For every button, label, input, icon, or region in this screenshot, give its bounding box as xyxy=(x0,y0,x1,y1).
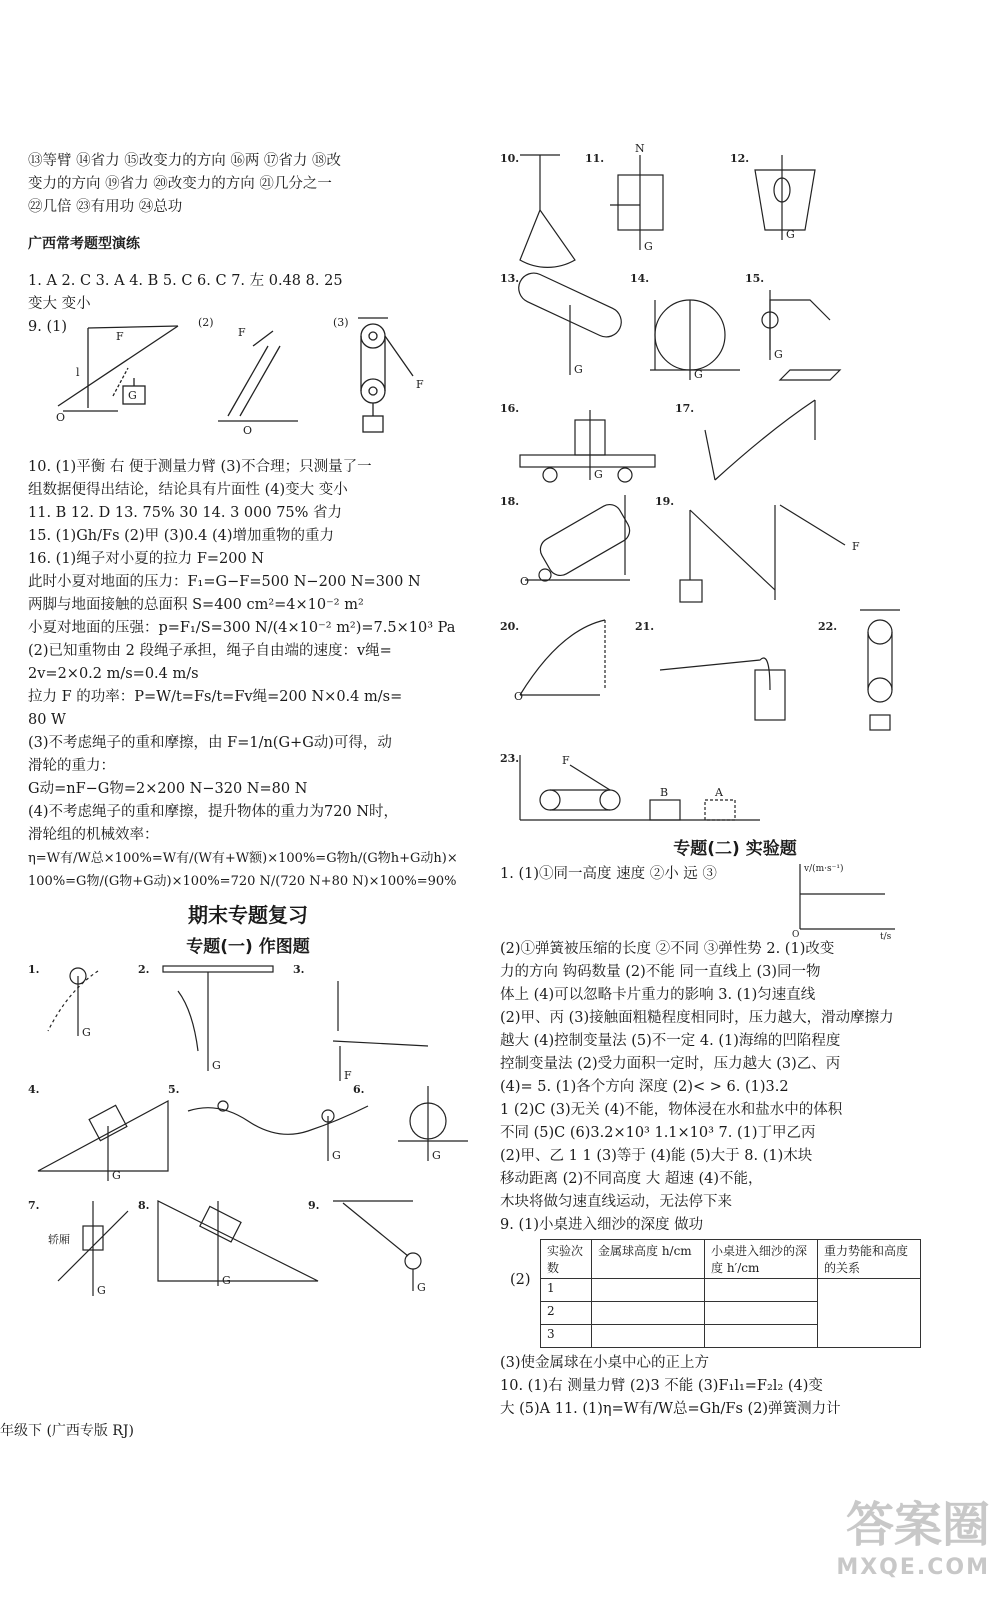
page-footer: 年级下 (广西专版 RJ) xyxy=(0,1423,134,1439)
svg-text:G: G xyxy=(644,240,653,253)
svg-text:19.: 19. xyxy=(655,495,675,508)
svg-text:F: F xyxy=(344,1069,352,1082)
table-cell: 1 xyxy=(541,1279,592,1302)
text-line: ⑬等臂 ⑭省力 ⑮改变力的方向 ⑯两 ⑰省力 ⑱改 xyxy=(28,153,342,169)
svg-text:21.: 21. xyxy=(635,620,655,633)
svg-text:G: G xyxy=(786,228,795,241)
table-header: 小桌进入细沙的深度 h′/cm xyxy=(705,1240,818,1279)
answer-16 xyxy=(28,548,468,893)
svg-text:10.: 10. xyxy=(500,152,520,165)
svg-text:O: O xyxy=(243,424,253,437)
table-cell: 3 xyxy=(541,1325,592,1348)
text-line: 1. (1)①同一高度 速度 ②小 远 ③ xyxy=(500,866,717,882)
svg-text:18.: 18. xyxy=(500,495,520,508)
svg-text:(2): (2) xyxy=(198,316,214,329)
svg-text:F: F xyxy=(116,330,124,343)
svg-text:5.: 5. xyxy=(168,1083,180,1096)
svg-text:O: O xyxy=(520,575,530,588)
velocity-time-graph xyxy=(790,859,900,942)
svg-text:F: F xyxy=(562,754,570,767)
table-header: 实验次数 xyxy=(541,1240,592,1279)
svg-text:14.: 14. xyxy=(630,272,650,285)
svg-text:G: G xyxy=(332,1149,341,1162)
table-header: 重力势能和高度的关系 xyxy=(818,1240,921,1279)
graph-xlabel: t/s xyxy=(880,932,892,942)
text-line: 越大 (4)控制变量法 (5)不一定 4. (1)海绵的凹陷程度 xyxy=(500,1033,841,1049)
svg-text:23.: 23. xyxy=(500,752,520,765)
svg-text:12.: 12. xyxy=(730,152,750,165)
force-diagrams xyxy=(28,961,468,1301)
svg-text:A: A xyxy=(715,786,723,799)
text-line: (2)①弹簧被压缩的长度 ②不同 ③弹性势 2. (1)改变 xyxy=(500,941,835,957)
watermark xyxy=(836,1486,990,1580)
svg-text:O: O xyxy=(792,930,800,940)
q9-figures xyxy=(28,316,468,456)
svg-text:17.: 17. xyxy=(675,402,695,415)
svg-text:G: G xyxy=(694,368,703,381)
q9-label: 9. (1) xyxy=(28,319,67,335)
calc-line: 滑轮的重力： xyxy=(28,758,115,774)
calc-line: 小夏对地面的压强：p=F₁/S=300 N/(4×10⁻² m²)=7.5×10³ Pa xyxy=(28,620,456,636)
calc-line: 拉力 F 的功率：P=W/t=Fs/t=Fv绳=200 N×0.4 m/s= xyxy=(28,689,403,705)
calc-line: η=W有/W总×100%=W有/(W有+W额)×100%=G物h/(G物h+G动h)× xyxy=(28,851,458,866)
text-line: 不同 (5)C (6)3.2×10³ 1.1×10³ 7. (1)丁甲乙丙 xyxy=(500,1125,816,1141)
force-diagrams-cont xyxy=(500,142,970,750)
experiment-table xyxy=(540,1239,921,1348)
svg-text:G: G xyxy=(82,1026,91,1039)
drawing-figures xyxy=(28,961,468,1301)
svg-text:G: G xyxy=(774,348,783,361)
svg-text:G: G xyxy=(128,389,137,402)
svg-text:3.: 3. xyxy=(293,963,305,976)
svg-text:N: N xyxy=(635,142,645,155)
svg-text:15.: 15. xyxy=(745,272,765,285)
text-line: 变力的方向 ⑲省力 ⑳改变力的方向 ㉑几分之一 xyxy=(28,176,332,192)
fig-23-diagram xyxy=(500,750,970,830)
watermark-en: MXQE.COM xyxy=(836,1555,990,1580)
svg-text:G: G xyxy=(432,1149,441,1162)
text-line: (2)甲、乙 1 1 (3)等于 (4)能 (5)大于 8. (1)木块 xyxy=(500,1148,813,1164)
right-column xyxy=(500,142,970,1421)
table-label: (2) xyxy=(510,1272,531,1288)
text-line: (4)= 5. (1)各个方向 深度 (2)< > 6. (1)3.2 xyxy=(500,1079,789,1095)
svg-text:1.: 1. xyxy=(28,963,40,976)
text-line: 木块将做匀速直线运动，无法停下来 xyxy=(500,1194,732,1210)
svg-text:轿厢: 轿厢 xyxy=(48,1233,70,1246)
topic-title-2: 专题(二) 实验题 xyxy=(673,839,797,859)
svg-text:16.: 16. xyxy=(500,402,520,415)
svg-text:O: O xyxy=(56,411,66,424)
svg-text:G: G xyxy=(112,1169,121,1182)
text-line: (3)使金属球在小桌中心的正上方 xyxy=(500,1355,710,1371)
svg-text:G: G xyxy=(212,1059,221,1072)
svg-text:F: F xyxy=(852,540,860,553)
svg-text:B: B xyxy=(660,786,669,799)
text-line: ㉒几倍 ㉓有用功 ㉔总功 xyxy=(28,199,183,215)
svg-text:8.: 8. xyxy=(138,1199,150,1212)
figure-23 xyxy=(500,750,970,830)
calc-line: (2)已知重物由 2 段绳子承担，绳子自由端的速度：v绳= xyxy=(28,643,392,659)
table-row xyxy=(541,1279,921,1302)
svg-text:11.: 11. xyxy=(585,152,605,165)
answer-15: 15. (1)Gh/Fs (2)甲 (3)0.4 (4)增加重物的重力 xyxy=(28,528,335,544)
text-line: 力的方向 钩码数量 (2)不能 同一直线上 (3)同一物 xyxy=(500,964,821,980)
text-line: 体上 (4)可以忽略卡片重力的影响 3. (1)匀速直线 xyxy=(500,987,816,1003)
table-cell: 2 xyxy=(541,1302,592,1325)
table-header-row xyxy=(541,1240,921,1279)
watermark-cn: 答案圈 xyxy=(845,1497,990,1553)
svg-text:O: O xyxy=(514,690,524,703)
calc-line: (4)不考虑绳子的重和摩擦，提升物体的重力为720 N时， xyxy=(28,804,399,820)
svg-text:2.: 2. xyxy=(138,963,150,976)
text-line: 1 (2)C (3)无关 (4)不能，物体浸在水和盐水中的体积 xyxy=(500,1102,843,1118)
text-line: 大 (5)A 11. (1)η=W有/W总=Gh/Fs (2)弹簧测力计 xyxy=(500,1401,841,1417)
svg-text:20.: 20. xyxy=(500,620,520,633)
calc-line: 两脚与地面接触的总面积 S=400 cm²=4×10⁻² m² xyxy=(28,597,364,613)
q1-with-graph xyxy=(500,863,970,942)
svg-text:13.: 13. xyxy=(500,272,520,285)
left-column xyxy=(28,150,468,1301)
svg-text:9.: 9. xyxy=(308,1199,320,1212)
text-line: 移动距离 (2)不同高度 大 超速 (4)不能， xyxy=(500,1171,763,1187)
lever-pulley-diagrams xyxy=(28,316,468,456)
topic-title: 专题(一) 作图题 xyxy=(186,937,310,957)
answer-10: 10. (1)平衡 右 便于测量力臂 (3)不合理；只测量了一 xyxy=(28,459,372,475)
svg-text:G: G xyxy=(97,1284,106,1297)
svg-text:F: F xyxy=(416,378,424,391)
text-line: 10. (1)右 测量力臂 (2)3 不能 (3)F₁l₁=F₂l₂ (4)变 xyxy=(500,1378,823,1394)
graph-ylabel: v/(m·s⁻¹) xyxy=(804,864,844,874)
svg-text:G: G xyxy=(594,468,603,481)
text-line: (2)甲、丙 (3)接触面粗糙程度相同时，压力越大，滑动摩擦力 xyxy=(500,1010,894,1026)
section-title: 广西常考题型演练 xyxy=(28,236,140,252)
answer-10b: 组数据便得出结论，结论具有片面性 (4)变大 变小 xyxy=(28,482,348,498)
calc-line: 80 W xyxy=(28,712,66,728)
calc-line: (3)不考虑绳子的重和摩擦，由 F=1/n(G+G动)可得，动 xyxy=(28,735,392,751)
svg-text:G: G xyxy=(574,363,583,376)
answers-line: 1. A 2. C 3. A 4. B 5. C 6. C 7. 左 0.48 8. 25 xyxy=(28,273,343,289)
calc-line: 滑轮组的机械效率： xyxy=(28,827,159,843)
experiment-table-block xyxy=(500,1239,970,1348)
svg-text:G: G xyxy=(417,1281,426,1294)
calc-line: G动=nF−G物=2×200 N−320 N=80 N xyxy=(28,781,308,797)
chapter-title: 期末专题复习 xyxy=(188,903,308,927)
svg-text:22.: 22. xyxy=(818,620,838,633)
svg-text:(3): (3) xyxy=(333,316,349,329)
calc-line: 此时小夏对地面的压力：F₁=G−F=500 N−200 N=300 N xyxy=(28,574,421,590)
drawing-figures-cont xyxy=(500,142,970,750)
svg-text:F: F xyxy=(238,326,246,339)
svg-text:6.: 6. xyxy=(353,1083,365,1096)
answer-11: 11. B 12. D 13. 75% 30 14. 3 000 75% 省力 xyxy=(28,505,343,521)
calc-line: 2v=2×0.2 m/s=0.4 m/s xyxy=(28,666,199,682)
svg-text:G: G xyxy=(222,1274,231,1287)
calc-line: 100%=G物/(G物+G动)×100%=720 N/(720 N+80 N)×100%=90% xyxy=(28,874,457,889)
svg-text:4.: 4. xyxy=(28,1083,40,1096)
table-header: 金属球高度 h/cm xyxy=(592,1240,705,1279)
svg-text:l: l xyxy=(76,366,80,379)
svg-text:7.: 7. xyxy=(28,1199,40,1212)
text-line: 控制变量法 (2)受力面积一定时，压力越大 (3)乙、丙 xyxy=(500,1056,841,1072)
text-line: 9. (1)小桌进入细沙的深度 做功 xyxy=(500,1217,704,1233)
calc-line: 16. (1)绳子对小夏的拉力 F=200 N xyxy=(28,551,264,567)
answers-line: 变大 变小 xyxy=(28,296,91,312)
